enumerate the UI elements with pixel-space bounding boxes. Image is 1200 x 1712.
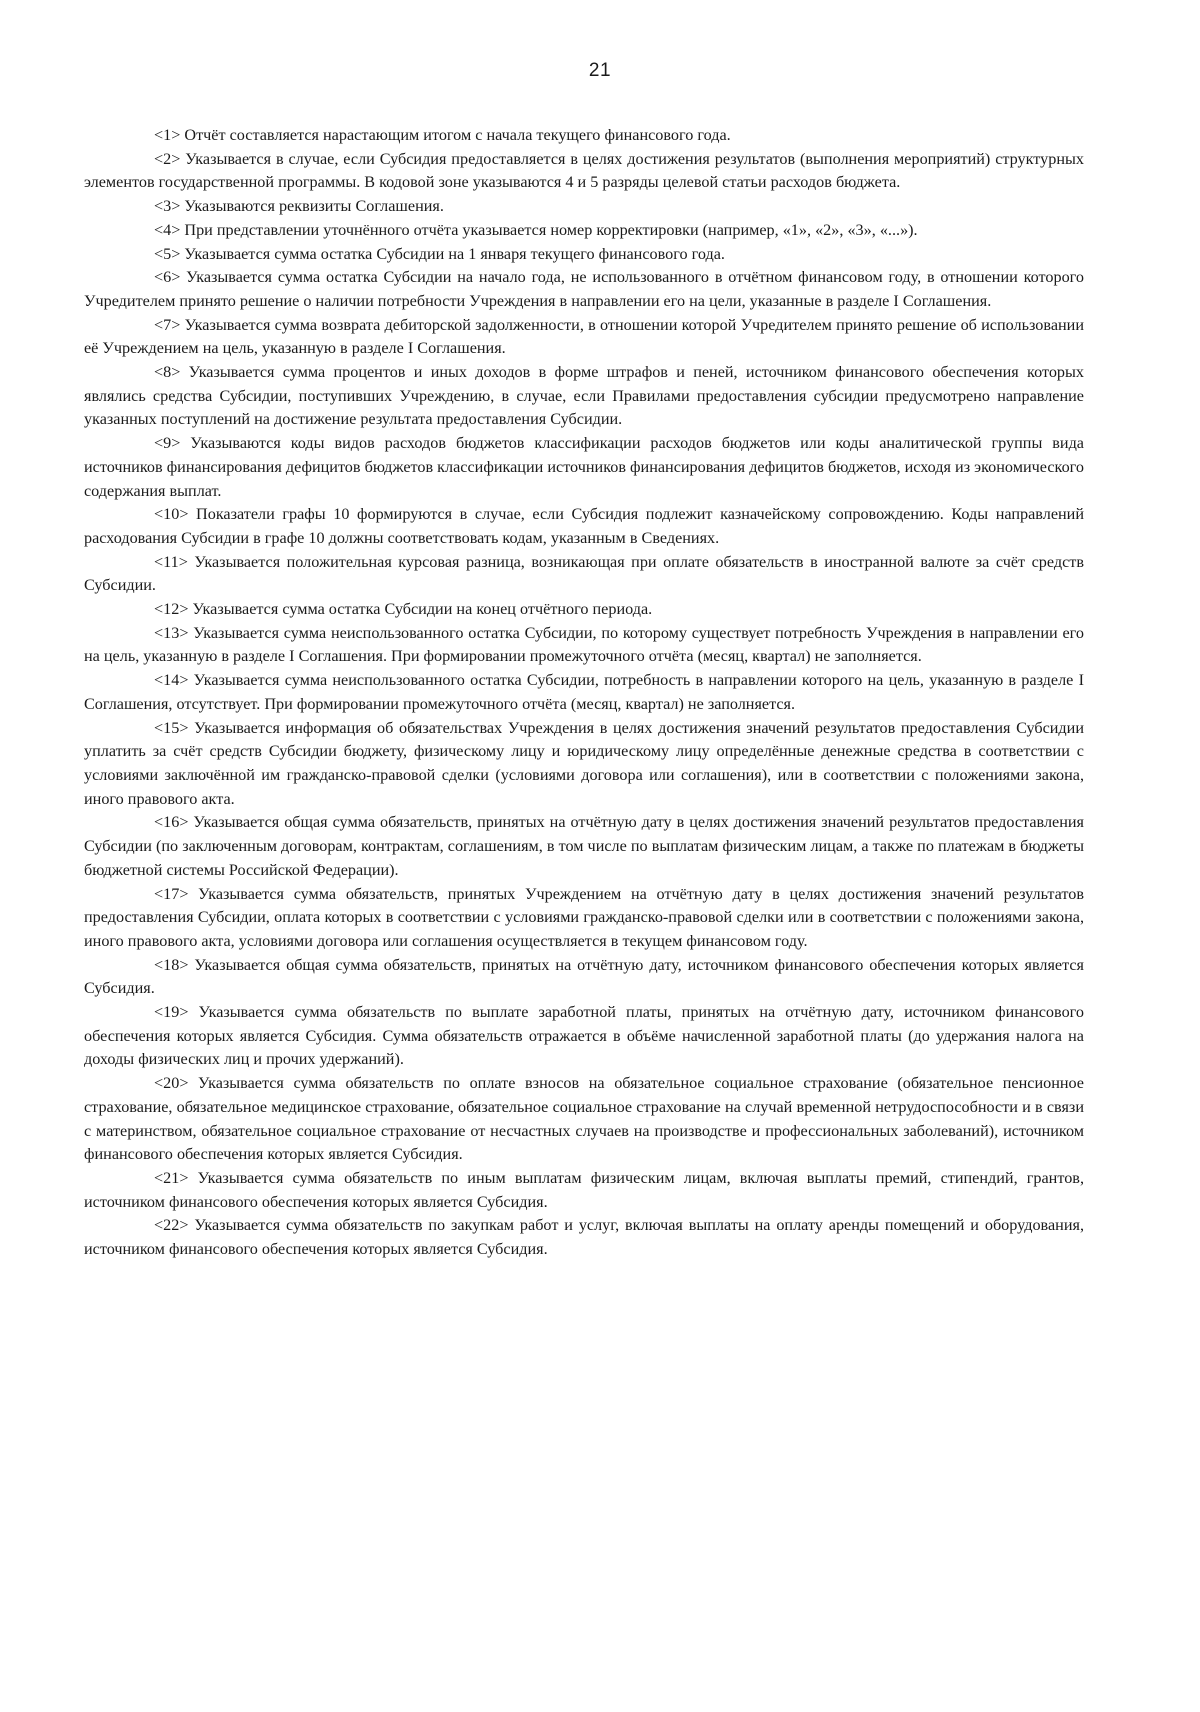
footnote-1: <1> Отчёт составляется нарастающим итогом с начала текущего финансового года.: [154, 126, 731, 144]
footnote-9: <9> Указываются коды видов расходов бюджетов классификации расходов бюджетов или коды аналитической группы вида источников финансирования дефицитов бюджетов классификации источников финансирования дефицитов бюджетов, исходя из экономического содержания выплат.: [84, 434, 1084, 500]
footnote-14: <14> Указывается сумма неиспользованного остатка Субсидии, потребность в направлении которого на цель, указанную в разделе I Соглашения, отсутствует. При формировании промежуточного отчёта (месяц, квартал) не заполняется.: [84, 671, 1084, 713]
footnote-21: <21> Указывается сумма обязательств по иным выплатам физическим лицам, включая выплаты премий, стипендий, грантов, источником финансового обеспечения которых является Субсидия.: [84, 1168, 1084, 1211]
footnote-22: <22> Указывается сумма обязательств по закупкам работ и услуг, включая выплаты на оплату аренды помещений и оборудования, источником финансового обеспечения которых является Субсидия.: [84, 1216, 1084, 1259]
footnote-10: <10> Показатели графы 10 формируются в случае, если Субсидия подлежит казначейскому сопровождению. Коды направлений расходования Субсидии в графе 10 должны соответствовать кодам, указанным в Сведениях.: [84, 505, 1084, 547]
footnote-16: <16> Указывается общая сумма обязательств, принятых на отчётную дату в целях достижения значений результатов предоставления Субсидии (по заключенным договорам, контрактам, соглашениям, в том числе по выплатам физическим лицам, а также по платежам в бюджеты бюджетной системы Российской Федерации).: [84, 813, 1084, 879]
footnote-15: <15> Указывается информация об обязательствах Учреждения в целях достижения значений результатов предоставления Субсидии уплатить за счёт средств Субсидии бюджету, физическому лицу и юридическому лицу определённые денежные средства в соответствии с условиями заключённой им гражданско-правовой сделки (условиями договора или соглашения), или в соответствии с положениями закона, иного правового акта.: [84, 718, 1084, 808]
footnotes-list: [84, 124, 1084, 1262]
footnote-17: <17> Указывается сумма обязательств, принятых Учреждением на отчётную дату в целях достижения значений результатов предоставления Субсидии, оплата которых в соответствии с условиями гражданско-правовой сделки или в соответствии с положениями закона, иного правового акта, условиями договора или соглашения осуществляется в текущем финансовом году.: [84, 884, 1084, 950]
footnote-20: <20> Указывается сумма обязательств по оплате взносов на обязательное социальное страхование (обязательное пенсионное страхование, обязательное медицинское страхование, обязательное социальное страхование на случай временной нетрудоспособности и в связи с материнством, обязательное социальное страхование от несчастных случаев на производстве и профессиональных заболеваний), источником финансового обеспечения которых является Субсидия.: [84, 1074, 1084, 1164]
footnote-2: <2> Указывается в случае, если Субсидия предоставляется в целях достижения результатов (выполнения мероприятий) структурных элементов государственной программы. В кодовой зоне указываются 4 и 5 разряды целевой статьи расходов бюджета.: [84, 149, 1084, 192]
footnote-8: <8> Указывается сумма процентов и иных доходов в форме штрафов и пеней, источником финансового обеспечения которых являлись средства Субсидии, поступивших Учреждению, в случае, если Правилами предоставления субсидии предусмотрено направление указанных поступлений на достижение результата предоставления Субсидии.: [84, 363, 1084, 429]
footnote-11: <11> Указывается положительная курсовая разница, возникающая при оплате обязательств в иностранной валюте за счёт средств Субсидии.: [84, 552, 1084, 595]
footnote-6: <6> Указывается сумма остатка Субсидии на начало года, не использованного в отчётном финансовом году, в отношении которого Учредителем принято решение о наличии потребности Учреждения в направлении его на цели, указанные в разделе I Соглашения.: [84, 268, 1084, 310]
footnote-13: <13> Указывается сумма неиспользованного остатка Субсидии, по которому существует потребность Учреждения в направлении его на цель, указанную в разделе I Соглашения. При формировании промежуточного отчёта (месяц, квартал) не заполняется.: [84, 623, 1084, 666]
footnote-19: <19> Указывается сумма обязательств по выплате заработной платы, принятых на отчётную дату, источником финансового обеспечения которых является Субсидия. Сумма обязательств отражается в объёме начисленной заработной платы (до удержания налога на доходы физических лиц и прочих удержаний).: [84, 1003, 1084, 1069]
footnote-7: <7> Указывается сумма возврата дебиторской задолженности, в отношении которой Учредителем принято решение об использовании её Учреждением на цель, указанную в разделе I Соглашения.: [84, 315, 1084, 358]
footnote-18: <18> Указывается общая сумма обязательств, принятых на отчётную дату, источником финансового обеспечения которых является Субсидия.: [84, 955, 1084, 998]
footnote-3: <3> Указываются реквизиты Соглашения.: [154, 197, 444, 216]
footnote-4: <4> При представлении уточнённого отчёта указывается номер корректировки (например, «1», «2», «3», «...»).: [154, 220, 918, 239]
footnote-12: <12> Указывается сумма остатка Субсидии на конец отчётного периода.: [154, 600, 653, 619]
footnote-5: <5> Указывается сумма остатка Субсидии на 1 января текущего финансового года.: [154, 244, 725, 263]
page-number: 21: [588, 60, 612, 81]
